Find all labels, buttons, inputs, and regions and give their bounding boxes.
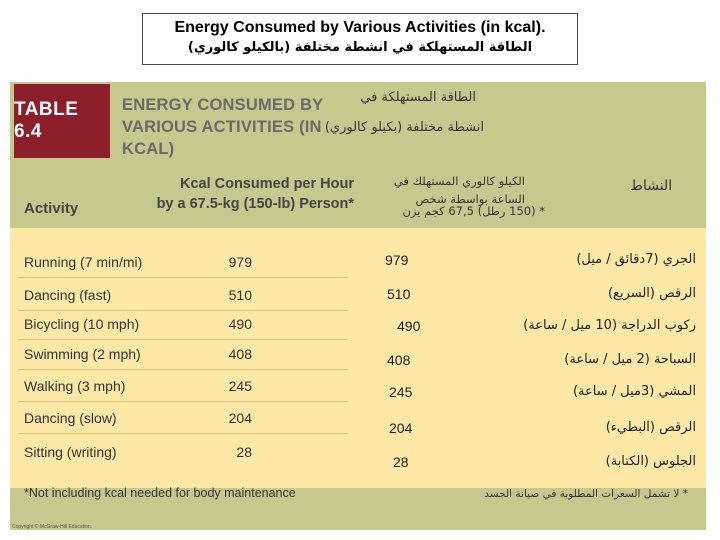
table-row: [10, 372, 355, 402]
arabic-activity-name: السباحة (2 ميل / ساعة): [564, 352, 696, 367]
arabic-table-row: [355, 378, 706, 408]
kcal-value: 408: [228, 346, 252, 362]
column-header-kcal-arabic-line-1: الكيلو كالوري المستهلك في: [393, 174, 525, 188]
arabic-kcal-value: 408: [387, 352, 411, 368]
slide-title-english: Energy Consumed by Various Activities (in kcal).: [174, 19, 546, 36]
copyright-notice: Copyright © McGraw-Hill Education.: [12, 524, 93, 530]
row-divider: [18, 369, 348, 370]
arabic-activity-name: الجلوس (الكتابة): [605, 454, 696, 469]
arabic-activity-name: ركوب الدراجة (10 ميل / ساعة): [523, 318, 696, 333]
arabic-kcal-value: 204: [389, 420, 413, 436]
row-divider: [18, 401, 348, 402]
arabic-activity-name: الرقص (السريع): [607, 286, 696, 301]
column-header-kcal-line-2: by a 67.5-kg (150-lb) Person*: [156, 196, 354, 212]
activity-name: Walking (3 mph): [24, 378, 126, 394]
table-row: [10, 438, 355, 468]
kcal-value: 510: [228, 287, 252, 303]
arabic-table-row: [355, 448, 706, 478]
table-number-badge: TABLE 6.4: [14, 84, 110, 158]
column-header-kcal-line-1: Kcal Consumed per Hour: [179, 176, 354, 192]
column-header-kcal: [154, 174, 354, 214]
table-row: [10, 404, 355, 434]
footnote-english: *Not including kcal needed for body maintenance: [24, 486, 296, 500]
table-title-arabic-line-2: انشطة مختلفة (بكيلو كالوري): [324, 120, 484, 135]
table-row: [10, 248, 355, 278]
arabic-activity-name: الرقص (البطيء): [605, 420, 696, 435]
activity-name: Dancing (slow): [24, 410, 117, 426]
activity-name: Bicycling (10 mph): [24, 316, 140, 332]
slide-title-arabic: الطاقة المستهلكة في انشطة مختلفة (بالكيلو كالوري): [187, 40, 533, 55]
arabic-table-row: [355, 346, 706, 376]
table-row: [10, 340, 355, 370]
column-header-kcal-arabic: [365, 172, 525, 208]
row-divider: [18, 433, 348, 434]
kcal-value: 245: [228, 378, 252, 394]
activity-energy-table: [10, 82, 706, 530]
activity-name: Sitting (writing): [24, 444, 117, 460]
table-title-line-1: ENERGY CONSUMED BY: [122, 96, 324, 114]
activity-name: Dancing (fast): [24, 287, 112, 303]
arabic-table-row: [355, 280, 706, 310]
kcal-value: 204: [228, 410, 252, 426]
column-header-kcal-arabic-line-3: * (150 رطل) 67,5 كجم يزن: [402, 204, 545, 218]
kcal-value: 28: [236, 444, 252, 460]
activity-name: Swimming (2 mph): [24, 346, 141, 362]
slide-title-box: [142, 13, 578, 65]
arabic-kcal-value: 490: [397, 318, 421, 334]
arabic-table-row: [355, 414, 706, 444]
kcal-value: 490: [228, 316, 252, 332]
column-header-row: [10, 166, 706, 228]
arabic-activity-name: الجري (7دقائق / ميل): [576, 252, 696, 267]
kcal-value: 979: [228, 254, 252, 270]
arabic-activity-name: المشي (3ميل / ساعة): [572, 384, 696, 399]
arabic-kcal-value: 28: [393, 454, 409, 470]
arabic-kcal-value: 979: [385, 252, 409, 268]
arabic-table-row: [355, 312, 706, 342]
table-row: [10, 310, 355, 340]
arabic-kcal-value: 510: [387, 286, 411, 302]
column-header-activity-arabic: النشاط: [630, 178, 673, 194]
activity-name: Running (7 min/mi): [24, 254, 143, 270]
table-title-arabic-line-1: الطاقة المستهلكة في: [360, 90, 476, 105]
table-title-line-2: VARIOUS ACTIVITIES (IN KCAL): [122, 118, 322, 158]
row-divider: [18, 277, 348, 278]
arabic-table-row: [355, 246, 706, 276]
column-header-kcal-arabic-line-2: الساعة بواسطة شخص: [415, 192, 525, 206]
footnote-arabic: * لا تشمل السعرات المطلوبة في صيانة الجسد: [484, 488, 688, 500]
column-header-activity: Activity: [24, 200, 79, 217]
table-row: [10, 281, 355, 311]
arabic-kcal-value: 245: [389, 384, 413, 400]
